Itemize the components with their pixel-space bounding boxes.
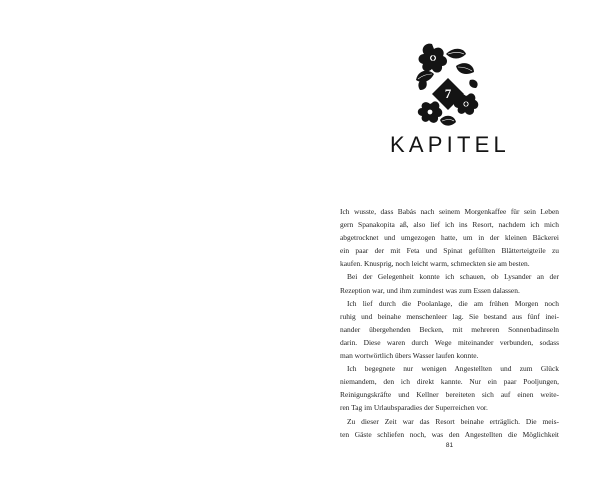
text-line: ruhig und beinahe menschenleer lag. Sie bestand aus fünf inei- bbox=[340, 311, 559, 321]
text-line: Rezeption war, und ihm zumindest was zum Essen dalassen. bbox=[340, 285, 520, 295]
text-line: Bei der Gelegenheit konnte ich schauen, ob Lysander an der bbox=[347, 272, 559, 282]
text-line: abgetrocknet und umgezogen hatte, um in der kleinen Bäckerei bbox=[340, 233, 559, 243]
text-line: Ich begegnete nur wenigen Angestellten und zum Glück bbox=[347, 364, 559, 374]
body-text bbox=[340, 205, 559, 441]
text-line: kaufen. Knusprig, noch leicht warm, schmeckten sie am besten. bbox=[340, 259, 530, 269]
text-line: gern Spanakopita aß, also lief ich ins Resort, nachdem ich mich bbox=[340, 220, 559, 230]
text-line: ein paar der mit Feta und Spinat gefüllten Blätterteigteile zu bbox=[340, 246, 559, 256]
text-line: Ich wusste, dass Babás nach seinem Morgenkaffee für sein Leben bbox=[340, 207, 559, 216]
text-line: man wortwörtlich übers Wasser laufen konnte. bbox=[340, 351, 479, 361]
chapter-number: 7 bbox=[444, 86, 452, 101]
text-line: Reinigungskräfte und Kellner bereiteten sich auf einen weite- bbox=[340, 390, 559, 400]
text-line: ten Gäste schliefen noch, was den Angestellten die Möglichkeit bbox=[340, 429, 559, 439]
page-number: 81 bbox=[445, 442, 454, 449]
chapter-title: KAPITEL bbox=[390, 132, 510, 157]
text-line: niemandem, den ich direkt kannte. Nur ein paar Pooljungen, bbox=[340, 377, 559, 387]
text-line: Zu dieser Zeit war das Resort beinahe erträglich. Die meis- bbox=[347, 416, 559, 426]
text-line: ren Tag im Urlaubsparadies der Superreichen vor. bbox=[340, 403, 488, 413]
text-line: nander übergehenden Becken, mit mehreren Sonnenbadinseln bbox=[340, 324, 559, 334]
bougainvillea-flower-diamond-icon bbox=[412, 40, 482, 132]
text-line: darin. Diese waren durch Wege miteinander verbunden, sodass bbox=[340, 337, 559, 347]
text-line: Ich lief durch die Poolanlage, die am frühen Morgen noch bbox=[347, 298, 559, 308]
